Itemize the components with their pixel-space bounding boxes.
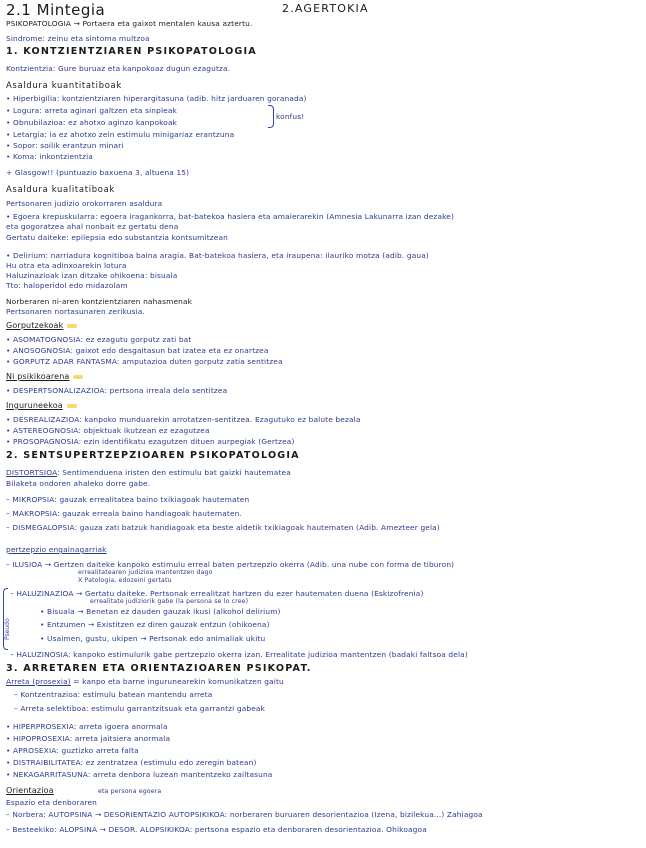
list-item: – DISMEGALOPSIA: gauza zati batzuk handiagoak eta beste aldetik txikiagoak hautematen (Adib. Amezteer gela) [6,523,440,532]
note: eta persona egoera [98,788,162,795]
note: X Patologia, edozeini gertatu [78,577,172,584]
subheading: Norberaren ni-aren kontzientziaren nahasmenak [6,297,193,306]
list-item: – Kontzentrazioa: estimulu batean mantendu arreta [14,690,213,699]
list-item: – Besteekiko: ALOPSINA → DESOR. ALOPSIKIKOA: pertsona espazio eta denboraren desorientazioa. Ohikoagoa [6,825,427,834]
category-title: Inguruneekoa [6,401,77,410]
category-title: Orientazioa [6,786,54,795]
list-item: – HALUZINOSIA: kanpoko estimulurik gabe pertzepzio okerra izan. Errealitate judizioa mantentzen (badaki faltsoa dela) [10,650,468,659]
list-item: • GORPUTZ ADAR FANTASMA: amputazioa duten gorputz zatia sentitzea [6,357,283,366]
list-item: – HALUZINAZIOA → Gertatu daiteke. Pertsonak errealitzat hartzen du ezer hautematen duena (Eskizofrenia) [10,589,424,598]
side-label: Pseudo [4,618,11,640]
subtext: Pertsonaren judizio orokorraren asaldura [6,199,163,208]
definition: Kontzientzia: Gure buruaz eta kanpokoaz dugun ezagutza. [6,64,231,73]
intro-line: PSIKOPATOLOGIA → Portaera eta gaixot mentalen kausa aztertu. [6,19,253,28]
list-item: eta gogoratzea ahal nonbait ez gertatu dena [6,222,179,231]
page-subtitle: 2.AGERTOKIA [282,2,369,15]
list-item: – MAKROPSIA: gauzak erreala baino handiagoak hautematen. [6,509,242,518]
list-item: • HIPERPROSEXIA: arreta igoera anormala [6,722,168,731]
list-item: Hu otra eta adinxoarekin lotura [6,261,127,270]
definition: DISTORTSIOA: Sentimenduena iristen den estimulu bat gaizki hautematea [6,468,291,477]
page-title: 2.1 Mintegia [6,1,106,19]
list-item: Gertatu daiteke: epilepsia edo substantzia kontsumitzean [6,233,229,242]
list-item: – Arreta selektiboa: estimulu garrantzitsuak eta garrantzi gabeak [14,704,266,713]
subheading: Asaldura kuantitatiboak [6,80,122,90]
category-title: pertzepzio engainagarriak [6,545,107,554]
list-item: • HIPOPROSEXIA: arreta jaitsiera anormala [6,734,171,743]
definition: Arreta (prosexia) = kanpo eta barne ingurunearekin komunikatzen gaitu [6,677,284,686]
section-heading-3: 3. ARRETAREN ETA ORIENTAZIOAREN PSIKOPAT. [6,663,312,674]
list-item: • DISTRAIBILITATEA: ez zentratzea (estimulu edo zeregin batean) [6,758,257,767]
list-item: • ANOSOGNOSIA: gaixot edo desgaitasun bat izatea eta ez onartzea [6,346,269,355]
list-item: • Letargia: ia ez ahotxo zein estimulu minigariaz erantzuna [6,130,235,139]
brace [268,105,274,128]
list-item: • APROSEXIA: guztizko arreta falta [6,746,139,755]
brace-note: konfus! [276,112,305,121]
list-item: • Koma: inkontzientzia [6,152,93,161]
glasgow-note: + Glasgow!! (puntuazio baxuena 3, altuena 15) [6,168,190,177]
list-item: • PROSOPAGNOSIA: ezin identifikatu ezagutzen dituen aurpegiak (Gertzea) [6,437,295,446]
category-title: Ni psikikoarena [6,372,83,381]
list-item: • NEKAGARRITASUNA: arreta denbora luzean mantentzeko zailtasuna [6,770,273,779]
list-item: – ILUSIOA → Gertzen daiteke kanpoko estimulu erreal baten pertzepzio okerra (Adib. una nube con forma de tiburon) [6,560,455,569]
list-item: • Delirium: narriadura kognitiboa baina aragia. Bat-batekoa hasiera, eta iraupena: ilauriko motza (adib. gaua) [6,251,429,260]
list-item: – Norbera: AUTOPSINA → DESORIENTAZIO AUTOPSIKIKOA: norberaren buruaren desorientazioa (Izena, bizilekua...) Zahiagoa [6,810,483,819]
section-heading-2: 2. SENTSUPERTZEPZIOAREN PSIKOPATOLOGIA [6,450,300,461]
list-item: • Obnubilazioa: ez ahotxo aginzo kanpokoak [6,118,178,127]
list-item: • ASTEREOGNOSIA: objektuak ikutzean ez ezagutzea [6,426,210,435]
list-item: • Hiperbigilia: kontzientziaren hiperargitasuna (adib. hitz jarduaren goranada) [6,94,307,103]
intro-line: Sindrome: zeinu eta sintoma multzoa [6,34,150,43]
subheading: Asaldura kualitatiboak [6,184,115,194]
subtext: Espazio eta denboraren [6,798,97,807]
category-title: Gorputzekoak [6,321,77,330]
list-item: • Egoera krepuskularra: egoera iragankorra, bat-batekoa hasiera eta amaierarekin (Amnesia Lakunarra izan dezake) [6,212,455,221]
list-item: • DESREALIZAZIOA: kanpoko munduarekin arrotatzen-sentitzea. Ezagutuko ez balute bezala [6,415,361,424]
list-item: • Sopor: soilik erantzun minari [6,141,124,150]
list-item: • DESPERTSONALIZAZIOA: pertsona irreala dela sentitzea [6,386,228,395]
note: errealitate judiziorik gabe (la persona se lo cree) [90,598,249,605]
list-item: • Logura: arreta aginari galtzen eta sinpleak [6,106,177,115]
subtext: Bilaketa ondoren ahaleko dorre gabe. [6,479,151,488]
list-item: • Entzumen → Existitzen ez diren gauzak entzun (ohikoena) [40,620,270,629]
list-item: Haluzinazioak izan ditzake ohikoena: bisuala [6,271,178,280]
list-item: – MIKROPSIA: gauzak errealitatea baino txikiagoak hautematen [6,495,250,504]
list-item: Tto: haloperidol edo midazolam [6,281,128,290]
section-heading-1: 1. KONTZIENTZIAREN PSIKOPATOLOGIA [6,46,257,57]
list-item: • Usaimen, gustu, ukipen → Pertsonak edo animaliak ukitu [40,634,266,643]
subtext: Pertsonaren nortasunaren zerikusia. [6,307,145,316]
note: errealitatearen judizioa mantentzen dago [78,569,213,576]
list-item: • Bisuala → Benetan ez dauden gauzak ikusi (alkohol delirium) [40,607,281,616]
list-item: • ASOMATOGNOSIA: ez ezagutu gorputz zati bat [6,335,192,344]
